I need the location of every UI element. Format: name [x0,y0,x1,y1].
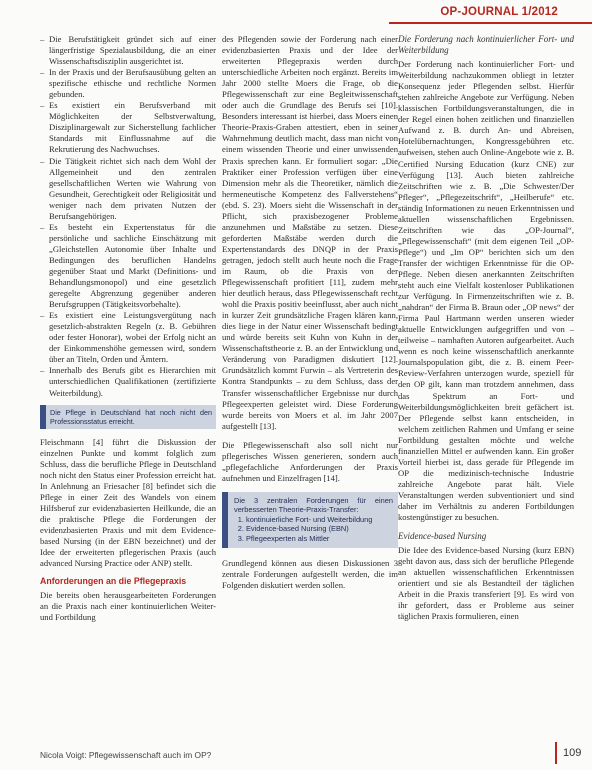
column-middle [222,34,398,592]
footer-author-title: Nicola Voigt: Pflegewissenschaft auch im OP? [40,750,212,760]
list-item: – Die Berufstätigkeit gründet sich auf einer längerfristige Spezialausbildung, die an einer Wissenschaftsdisziplin ausgerichtet ist. [40,34,216,67]
page-header [0,0,592,22]
criteria-list [40,34,216,399]
list-item: – Es existiert eine Leistungsvergütung nach gesetzlich-abstrakten Regeln (z. B. Gebühren oder fester Honorar), wobei der Erfolg nicht an der Einkommenshöhe gemessen wird, sondern über an Titeln, Orden und Ämtern. [40,310,216,365]
journal-title: OP-JOURNAL 1/2012 [440,6,558,18]
list-item: – In der Praxis und der Berufsausübung gelten an spezifische ethische und rechtliche Normen gebunden. [40,67,216,100]
callout-box: Die Pflege in Deutschland hat noch nicht den Professionsstatus erreicht. [40,405,216,429]
column-left [40,34,216,623]
footer-rule [555,742,557,764]
paragraph: Der Forderung nach kontinuierlicher Fort- und Weiterbildung nachzukommen obliegt in letzter Konsequenz jeder Pflegenden selbst. Hierfür stehen zahlreiche Angebote zur Verfügung. Neben klassischen Fortbildungsveranstaltungen, die in der Regel einen hohen zeitlichen und finanziellen Aufwand z. B. durch An- und Abreisen, Hotelübernachtungen, Kongressgebühren etc. aufweisen, stehen auch Online-Angebote wie z. B. Certified Nursing Education (kurz CNE) zur Verfügung [13]. Auch bieten zahlreiche Zeitschriften wie z. B. „Die Schwester/Der Pfleger“, „Pflegezeitschrift“, „Heilberufe“ etc. ständig Informationen zu neuen Erkenntnissen und aktuellen wissenschaftlichen Ergebnissen. Zeitschriften wie das „OP-Journal“, „Pflegewissenschaft“ (mit dem eigenen Teil „OP-Pflege“) und „Im OP“ berichten sich um den Transfer der wichtigen Erkenntnisse für die OP-Pflege. Neben diesen anerkannten Zeitschriften steht auch eine Vielfalt kostenloser Publikationen zur Verfügung. In Firmenzeitschriften wie z. B. „nahdran“ der Firma B. Braun oder „OP news“ der Firma Paul Hartmann werden unseren wieder aktuelle Entwicklungen aufgegriffen und von – teilweise – namhaften Autoren aufgearbeitet. Auch wenn es noch keine wissenschaftlich anerkannte Journalspopulation gibt, die z. B. einem Peer-Review-Verfahren unterzogen wurde, speziell für den OP gilt, kann man trotzdem annehmen, dass das Spektrum an Fort- und Weiterbildungsmöglichkeiten breit gefächert ist. Der Pflegende selbst kann entscheiden, in welchem zeitlichen Rahmen und Umfang er seine Fortbildung gestalten möchte und welche finanziellen Mittel er aufwenden kann. Ein großer Vorteil hierbei ist, dass gerade für Pflegende im OP die medizinisch-technische Industrie zahlreiche Angebote parat hält. Viele Veranstaltungen werden subventioniert und sind daher im Verhältnis zu anderen Fortbildungen kostengünstiger zu besuchen. [398,59,574,523]
paragraph: Die Idee des Evidence-based Nursing (kurz EBN) geht davon aus, dass sich der berufliche Pflegende an aktuellen wissenschaftlichen Erkenntnissen orientiert und sie als Bestandteil der täglichen Arbeit in die Praxis transferiert [9]. Es wird von ihr gefordert, dass er Probleme aus seiner täglichen Praxis formulieren, einen [398,545,574,622]
paragraph: Fleischmann [4] führt die Diskussion der einzelnen Punkte und kommt folglich zum Schluss, dass die berufliche Pflege in Deutschland noch nicht den Status einer Profession erreicht hat. In Anlehnung an Friesacher [8] befindet sich die Pflege in einer Zeit des Wandels von einem Hilfsberuf zur evidenzbasierten Heilkunde, die an die praktische Pflege die Forderungen der evidenzbasierten Praxis und mit dem Evidence-based Nursing (in der EBN bezeichnet) und der Idee der erweiterten pflegerischen Praxis (auch advanced Nursing Practice oder ANP) stellt. [40,436,216,569]
list-item: 2. Evidence-based Nursing (EBN) [246,524,393,534]
paragraph: Die bereits oben herausgearbeiteten Forderungen an die Praxis nach einer kontinuierlichen Weiter- und Fortbildung [40,590,216,623]
list-item: – Die Tätigkeit richtet sich nach dem Wohl der Allgemeinheit und den zentralen gesellschaftlichen Werten wie Wahrung von Gesundheit, Gerechtigkeit oder Religiosität und weniger nach dem privaten Nutzen der Berufsangehörigen. [40,156,216,222]
list-item: 1. kontinuierliche Fort- und Weiterbildung [246,515,393,525]
paragraph: des Pflegenden sowie der Forderung nach einer evidenzbasierten Praxis und der Idee der erweiterten Pflegepraxis werden durch unterschiedliche Arbeiten noch ergänzt. Bereits im Jahr 2000 stellte Moers die Frage, ob die Pflegewissenschaft zur eine Begleitwissenschaft oder auch die Grundlage des Berufs sei [10]. Besonders interessant ist hierbei, dass Moers einen Theorie-Praxis-Graben attestiert, eben in seiner Wahrnehmung deutlich macht, dass man nicht von einem wissenden Theorie und einer unwissenden Praxis sprechen kann. Er formuliert sogar: „Die Praktiker einer Profession verfügen über eine Dimension mehr als die Theoretiker, nämlich die hermeneutische Kompetenz des Fallverstehens“ (ebd. S. 23). Moers sieht die Wissenschaft in der Pflicht, sich praxisbezogener Probleme anzunehmen und Maßstäbe zu setzen. Diese geforderten Maßstäbe werden durch die Expertenstandards des DNQP in der Praxis getragen, jedoch stellt auch heute noch die Frage im Raum, ob die Praxis von der Pflegewissenschaft profitiert [11], zudem mehr hier deutlich heraus, dass Pflegewissenschaft recht wohl die Praxis positiv beeinflusst, aber auch nicht in kurzer Zeit grundsätzliche Fragen klären kann, dies liege in der Natur einer Wissenschaft bedingt und würde bereits seit Kuhn von Kuhn in der Wissenschaftstheorie z. B. an der Entwicklung und Veränderung von Paradigmen diskutiert [12]. Grundsätzlich kommt Furwin – als Vertreterin des Kontra Standpunkts – zu dem Schluss, dass der Transfer wissenschaftlicher Ergebnisse nur durch Pflegeexperten geleistet wird. Diese Forderung wurde bereits von Moers et al. im Jahr 2007 aufgestellt [13]. [222,34,398,431]
section-heading: Anforderungen an die Pflegepraxis [40,576,187,587]
callout-title: Die 3 zentralen Forderungen für einen verbesserten Theorie-Praxis-Transfer: [234,495,393,515]
header-rule [389,22,592,24]
callout-box-demands [222,492,398,549]
paragraph: Die Pflegewissenschaft also soll nicht nur pflegerisches Wissen generieren, sondern auch „pflegefachliche Anforderungen der Praxis aufnehmen und Einzelfragen [14]. [222,439,398,483]
subsection-heading: Die Forderung nach kontinuierlicher Fort- und Weiterbildung [398,34,574,56]
paragraph: Grundlegend können aus diesen Diskussionen 3 zentrale Forderungen aufgestellt werden, die im Folgenden diskutiert werden sollen. [222,558,398,591]
callout-list [234,515,393,544]
column-right [398,34,574,622]
page-number: 109 [563,747,582,759]
list-item: – Es existiert ein Berufsverband mit Möglichkeiten der Selbstverwaltung, Disziplinargewalt zur Sicherstellung fachlicher Standards mit Einflussnahme auf die Rekrutierung des Nachwuchses. [40,100,216,155]
list-item: – Es besteht ein Expertenstatus für die persönliche und sachliche Einschätzung mit „Gleichstellen Autonomie über Inhalte und Bedingungen des beruflichen Handelns gegenüber Staat und Markt (Definitions- und Behandlungsmonopol) und eine gesetzlich geregelte Abgrenzung gegenüber anderen Berufsgruppen (Tätigkeitsvorbehalte). [40,222,216,310]
list-item: 3. Pflegeexperten als Mittler [246,534,393,544]
list-item: – Innerhalb des Berufs gibt es Hierarchien mit unterschiedlichen Qualifikationen (zertifizierte Weiterbildung). [40,365,216,398]
subsection-heading: Evidence-based Nursing [398,531,487,542]
